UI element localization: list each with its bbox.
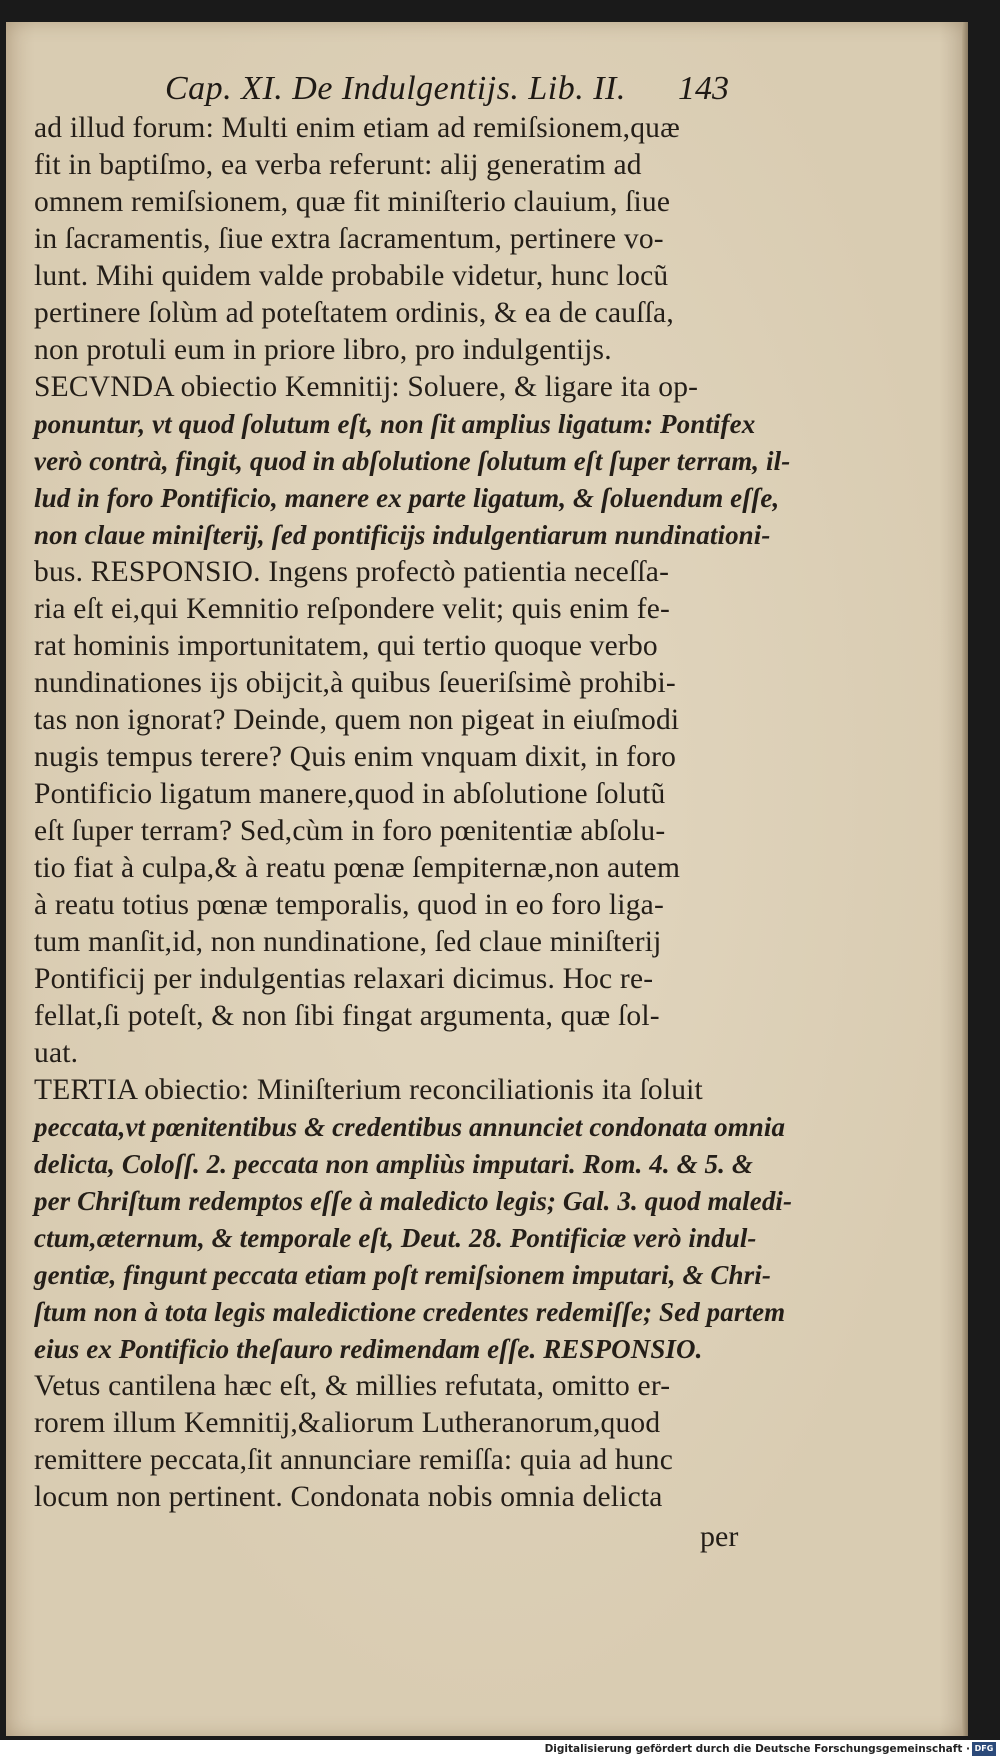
text-line: pertinere ſolùm ad poteſtatem ordinis, & ea de cauſſa,: [34, 297, 674, 329]
text-line: rat hominis importunitatem, qui tertio quoque verbo: [34, 630, 658, 662]
text-line: uat.: [34, 1037, 79, 1069]
dfg-logo: DFG: [972, 1742, 996, 1756]
text-line: ſtum non à tota legis maledictione credentes redemiſſe; Sed partem: [34, 1297, 786, 1327]
text-line: peccata,vt pœnitentibus & credentibus annunciet condonata omnia: [34, 1112, 786, 1142]
text-line: locum non pertinent. Condonata nobis omnia delicta: [34, 1481, 663, 1513]
text-line: Vetus cantilena hæc eſt, & millies refutata, omitto er-: [34, 1370, 671, 1402]
running-head: Cap. XI. De Indulgentijs. Lib. II.: [165, 70, 626, 107]
text-line: SECVNDA obiectio Kemnitij: Soluere, & ligare ita op-: [34, 371, 699, 403]
text-line: Pontificij per indulgentias relaxari dicimus. Hoc re-: [34, 963, 654, 995]
text-line: rorem illum Kemnitij,&aliorum Lutheranorum,quod: [34, 1407, 661, 1439]
text-line: eſt ſuper terram? Sed,cùm in foro pœnitentiæ abſolu-: [34, 815, 666, 847]
text-line: tum manſit,id, non nundinatione, ſed claue miniſterij: [34, 926, 662, 958]
page-edge: [962, 22, 968, 1736]
text-line: fit in baptiſmo, ea verba referunt: alij generatim ad: [34, 149, 642, 181]
text-line: nundinationes ijs obijcit,à quibus ſeueriſsimè prohibi-: [34, 667, 676, 699]
text-line: lunt. Mihi quidem valde probabile videtur, hunc locũ: [34, 260, 669, 292]
page-number: 143: [678, 70, 729, 107]
text-line: ponuntur, vt quod ſolutum eſt, non ſit amplius ligatum: Pontifex: [34, 409, 756, 439]
text-line: tio fiat à culpa,& à reatu pœnæ ſempiternæ,non autem: [34, 852, 681, 884]
text-line: in ſacramentis, ſiue extra ſacramentum, pertinere vo-: [34, 223, 664, 255]
text-line: lud in foro Pontificio, manere ex parte ligatum, & ſoluendum eſſe,: [34, 483, 780, 513]
text-line: gentiæ, fingunt peccata etiam poſt remiſsionem imputari, & Chri-: [34, 1260, 771, 1290]
text-line: omnem remiſsionem, quæ fit miniſterio clauium, ſiue: [34, 186, 671, 218]
text-line: TERTIA obiectio: Miniſterium reconciliationis ita ſoluit: [34, 1074, 703, 1106]
footer-credit: Digitalisierung gefördert durch die Deutsche Forschungsgemeinschaft ·: [544, 1743, 970, 1755]
text-line: ad illud forum: Multi enim etiam ad remiſsionem,quæ: [34, 112, 680, 144]
text-line: remittere peccata,ſit annunciare remiſſa: quia ad hunc: [34, 1444, 673, 1476]
text-line: nugis tempus terere? Quis enim vnquam dixit, in foro: [34, 741, 677, 773]
text-line: tas non ignorat? Deinde, quem non pigeat in eiuſmodi: [34, 704, 680, 736]
text-line: non claue miniſterij, ſed pontificijs indulgentiarum nundinationi-: [34, 520, 771, 550]
text-line: eius ex Pontificio theſauro redimendam eſſe. RESPONSIO.: [34, 1334, 703, 1364]
text-line: à reatu totius pœnæ temporalis, quod in eo foro liga-: [34, 889, 664, 921]
text-line: delicta, Coloſſ. 2. peccata non ampliùs imputari. Rom. 4. & 5. &: [34, 1149, 753, 1179]
body-text: [34, 110, 793, 1516]
catchword: per: [700, 1520, 739, 1553]
text-line: per Chriſtum redemptos eſſe à maledicto legis; Gal. 3. quod maledi-: [34, 1186, 793, 1216]
text-line: ria eſt ei,qui Kemnitio reſpondere velit; quis enim fe-: [34, 593, 671, 625]
text-line: verò contrà, fingit, quod in abſolutione ſolutum eſt ſuper terram, il-: [34, 446, 791, 476]
text-line: ctum,æternum, & temporale eſt, Deut. 28. Pontificiæ verò indul-: [34, 1223, 757, 1253]
text-line: bus. RESPONSIO. Ingens profectò patientia neceſſa-: [34, 556, 670, 588]
text-line: Pontificio ligatum manere,quod in abſolutione ſolutũ: [34, 778, 666, 810]
text-line: fellat,ſi poteſt, & non ſibi fingat argumenta, quæ ſol-: [34, 1000, 660, 1032]
text-line: non protuli eum in priore libro, pro indulgentijs.: [34, 334, 612, 366]
